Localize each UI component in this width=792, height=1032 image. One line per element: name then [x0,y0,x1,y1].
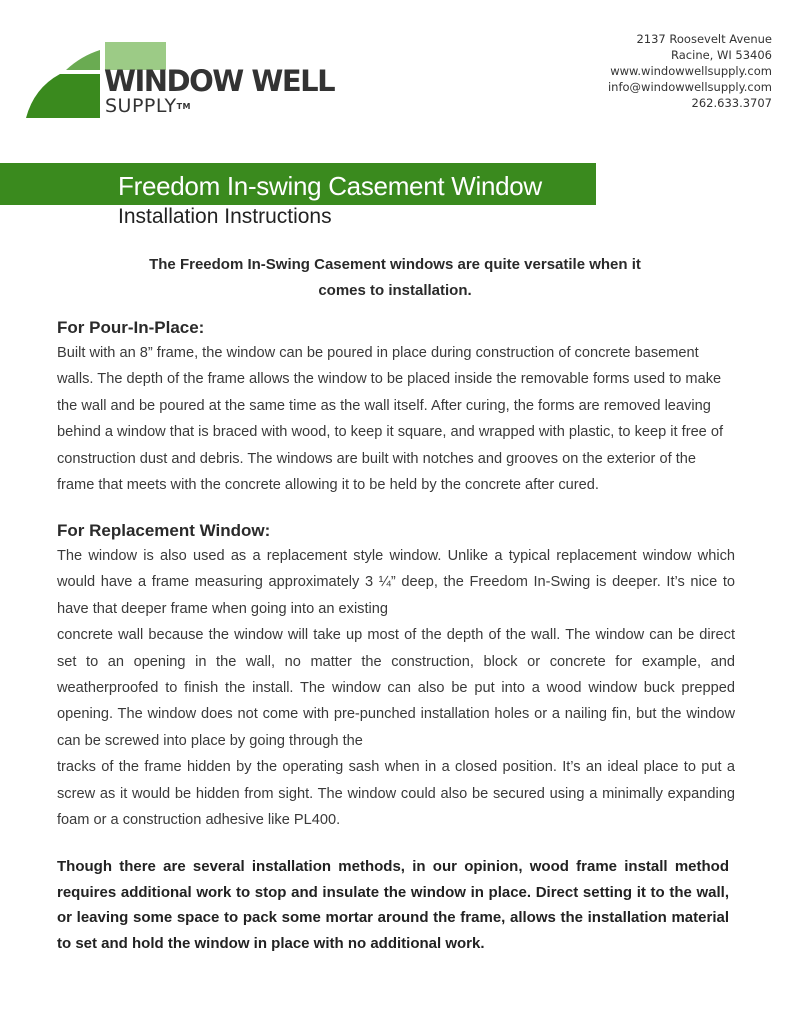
logo-wordmark: WINDOW WELL [104,64,335,98]
section-replacement-window [57,519,735,833]
contact-email[interactable]: info@windowwellsupply.com [607,80,772,94]
contact-phone: 262.633.3707 [691,96,772,110]
trademark-symbol: TM [176,102,191,111]
intro-line-1: The Freedom In-Swing Casement windows are quite versatile when it [149,256,641,273]
section-heading: For Pour-In-Place: [57,318,205,337]
company-logo [26,40,336,120]
intro-statement [100,252,690,304]
contact-block [608,31,772,111]
logo-subword [105,96,191,116]
section-paragraph: Built with an 8” frame, the window can be poured in place during construction of concrete basement walls. The depth of the frame allows the window to be placed inside the removable forms used to make the wall and be poured at the same time as the wall itself. After curing, the forms are removed leaving behind a window that is braced with wood, to keep it square, and wrapped with plastic, to keep it free of construction dust and debris. The windows are built with notches and grooves on the exterior of the frame that meets with the concrete allowing it to be held by the concrete after cured. [57,345,724,494]
section-paragraph: The window is also used as a replacement style window. Unlike a typical replacement window which would have a frame measuring approximately 3 ¼” deep, the Freedom In-Swing is deeper. It’s nice to have that deeper frame when going into an existing [57,548,735,617]
closing-statement: Though there are several installation methods, in our opinion, wood frame install method requires additional work to stop and insulate the window in place. Direct setting it to the wall, or leaving some space to pack some mortar around the frame, allows the installation material to set and hold the window in place with no additional work. [57,858,729,952]
section-pour-in-place [57,316,735,498]
contact-city: Racine, WI 53406 [671,48,772,62]
section-heading: For Replacement Window: [57,521,271,540]
intro-line-2: comes to installation. [318,282,472,299]
page-title: Freedom In-swing Casement Window [118,171,542,201]
contact-website[interactable]: www.windowwellsupply.com [610,64,772,78]
contact-street: 2137 Roosevelt Avenue [636,32,772,46]
logo-supply-text: SUPPLY [105,95,177,117]
page-subtitle: Installation Instructions [118,205,332,228]
section-paragraph: tracks of the frame hidden by the operating sash when in a closed position. It’s an ideal place to put a screw as it would be hidden from sight. The window could also be secured using a minimally expanding foam or a construction adhesive like PL400. [57,759,735,829]
section-paragraph: concrete wall because the window will take up most of the depth of the wall. The window can be direct set to an opening in the wall, no matter the construction, block or concrete for example, and weatherproofed to finish the install. The window can also be put into a wood window buck prepped opening. The window does not come with pre-punched installation holes or a nailing fin, but the window can be screwed into place by going through the [57,627,735,749]
